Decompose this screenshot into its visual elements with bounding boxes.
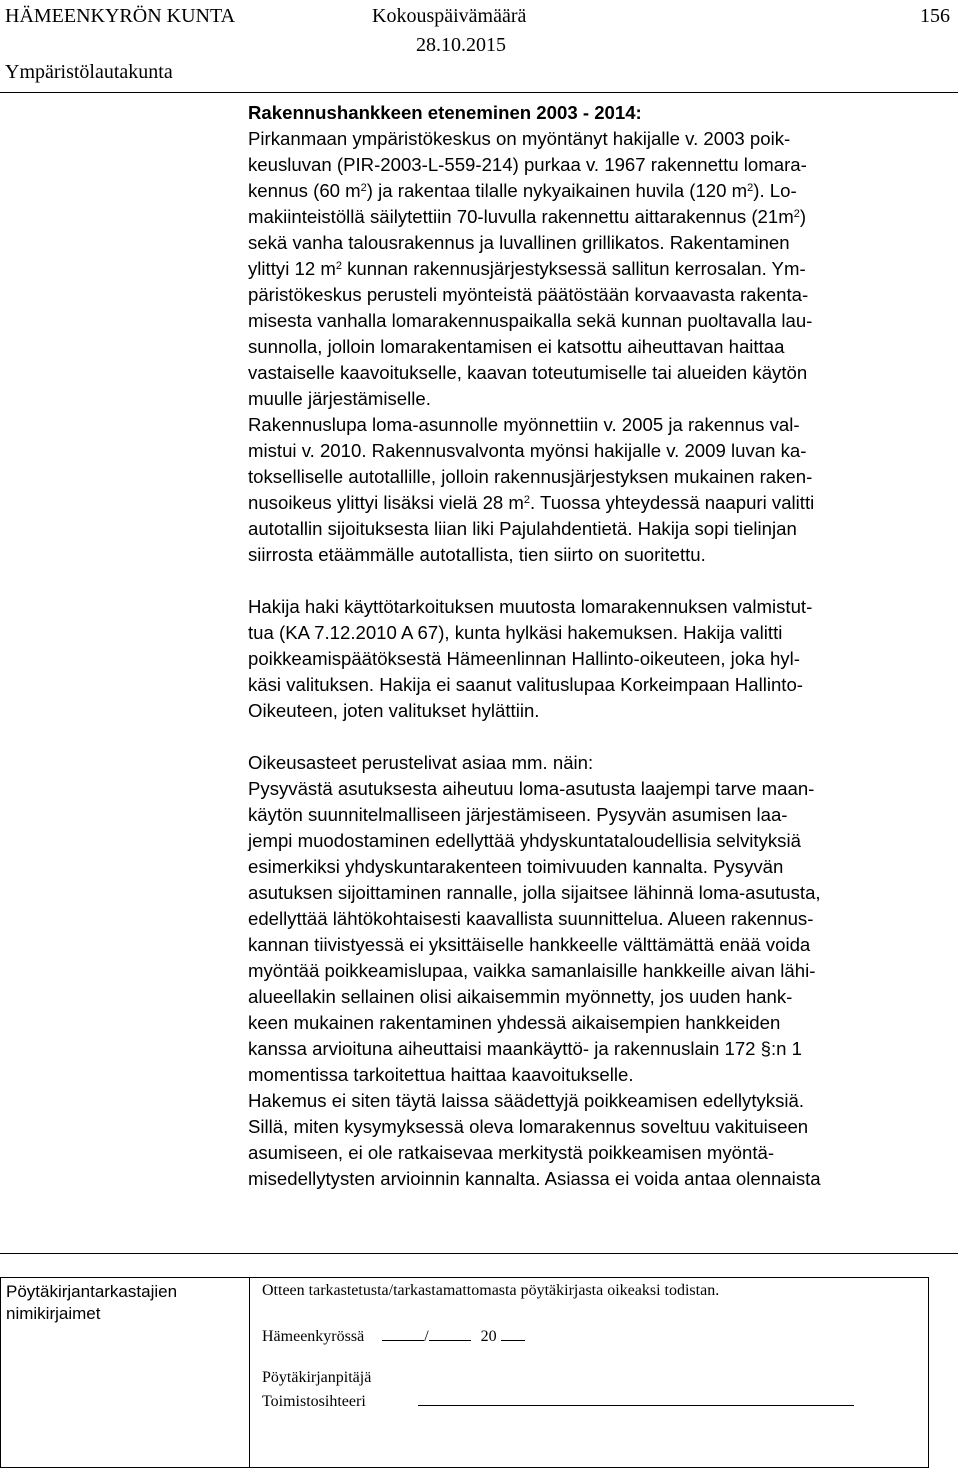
body-line: nusoikeus ylittyi lisäksi vielä 28 $m^2$. Tuossa yhteydessä naapuri valitti [248,492,815,513]
header-date-label: Kokouspäivämäärä [372,5,527,27]
body-line: makiinteistöllä säilytettiin 70-luvulla rakennettu aittarakennus $(21m^2)$ [248,206,807,227]
footer-day-blank [382,1326,424,1341]
body-line: misesta vanhalla lomarakennuspaikalla sekä kunnan puoltavalla lau- [248,310,813,331]
body-line: keusluvan (PIR-2003-L-559-214) purkaa v. 1967 rakennettu lomara- [248,154,807,175]
body-line: tua (KA 7.12.2010 A 67), kunta hylkäsi hakemuksen. Hakija valitti [248,622,783,643]
body-line: asutuksen sijoittaminen rannalle, jolla sijaitsee lähinnä loma-asutusta, [248,882,821,903]
body-line: päristökeskus perusteli myönteistä päätöstään korvaavasta rakenta- [248,284,809,305]
footer-signature-line [418,1391,854,1406]
body-line: keen mukainen rakentaminen yhdessä aikaisempien hankkeiden [248,1012,781,1033]
body-line: momentissa tarkoitettua haittaa kaavoitukselle. [248,1064,634,1085]
body-line: jempi muodostaminen edellyttää yhdyskuntataloudellisia selvityksiä [248,830,801,851]
body-line: muulle järjestämiselle. [248,388,431,409]
body-line: Oikeusasteet perustelivat asiaa mm. näin: [248,752,594,773]
body-line: tokselliselle autotallille, jolloin rakennusjärjestyksen mukainen raken- [248,466,813,487]
body-line: autotallin sijoituksesta liian liki Pajulahdentietä. Hakija sopi tielinjan [248,518,797,539]
footer-initials-label-2: nimikirjaimet [6,1304,101,1323]
body-line: misedellytysten arvioinnin kannalta. Asiassa ei voida antaa olennaista [248,1168,821,1189]
header-org: HÄMEENKYRÖN KUNTA [5,5,236,27]
body-line: Pirkanmaan ympäristökeskus on myöntänyt hakijalle v. 2003 poik- [248,128,791,149]
body-line: mistui v. 2010. Rakennusvalvonta myönsi hakijalle v. 2009 luvan ka- [248,440,807,461]
header-rule [0,92,958,93]
footer-date-sep: / [424,1328,429,1345]
body-line: asumiseen, ei ole ratkaisevaa merkitystä poikkeamisen myöntä- [248,1142,775,1163]
body-line: Hakemus ei siten täytä laissa säädettyjä poikkeamisen edellytyksiä. [248,1090,805,1111]
footer-keeper-row [262,1391,854,1411]
footer-keeper-role: Toimistosihteeri [262,1393,366,1410]
body-line: kannan tiivistyessä ei yksittäiselle hankkeelle välttämättä enää voida [248,934,811,955]
paragraph-gap [248,568,958,594]
footer-certify-text: Otteen tarkastetusta/tarkastamattomasta pöytäkirjasta oikeaksi todistan. [262,1282,720,1299]
body-line: Sillä, miten kysymyksessä oleva lomarakennus soveltuu vakituiseen [248,1116,809,1137]
footer-rule [0,1253,958,1254]
body-line: edellyttää lähtökohtaisesti kaavallista suunnittelua. Alueen rakennus- [248,908,814,929]
footer-month-blank [429,1326,471,1341]
body-line: kennus (60 $m^2$) ja rakentaa tilalle nykyaikainen huvila (120 $m^2$). Lo- [248,180,797,201]
section-heading: Rakennushankkeen eteneminen 2003 - 2014: [248,102,642,123]
footer-place-date [262,1326,525,1346]
footer-place: Hämeenkyrössä [262,1328,365,1345]
body-line: Rakennuslupa loma-asunnolle myönnettiin v. 2005 ja rakennus val- [248,414,800,435]
body-line: sekä vanha talousrakennus ja luvallinen grillikatos. Rakentaminen [248,232,790,253]
header-board: Ympäristölautakunta [5,61,173,83]
header-page-number: 156 [920,5,950,27]
body-line: Pysyvästä asutuksesta aiheutuu loma-asutusta laajempi tarve maan- [248,778,815,799]
body-line: kanssa arvioituna aiheuttaisi maankäyttö- ja rakennuslain 172 §:n 1 [248,1038,803,1059]
body-line: esimerkiksi yhdyskuntarakenteen toimivuuden kannalta. Pysyvän [248,856,784,877]
body-line: poikkeamispäätöksestä Hämeenlinnan Hallinto-oikeuteen, joka hyl- [248,648,800,669]
body-line: sunnolla, jolloin lomarakentamisen ei katsottu aiheuttavan haittaa [248,336,785,357]
body-line: siirrosta etäämmälle autotallista, tien siirto on suoritettu. [248,544,706,565]
footer-keeper-title: Pöytäkirjanpitäjä [262,1369,372,1386]
paragraph-gap [248,724,958,750]
body-line: ylittyi 12 $m^2$ kunnan rakennusjärjestyksessä sallitun kerrosalan. Ym- [248,258,806,279]
footer-year-prefix: 20 [480,1328,497,1345]
body-line: käsi valituksen. Hakija ei saanut valituslupaa Korkeimpaan Hallinto- [248,674,803,695]
footer-initials-box [0,1277,250,1468]
body-line: alueellakin sellainen olisi aikaisemmin myönnetty, jos uuden hank- [248,986,793,1007]
body-line: myöntää poikkeamislupaa, vaikka samanlaisille hankkeille aivan lähi- [248,960,816,981]
footer-certify-box [249,1277,929,1468]
footer-initials-label-1: Pöytäkirjantarkastajien [6,1282,178,1301]
body-line: Oikeuteen, joten valitukset hylättiin. [248,700,540,721]
body-line: käytön suunnitelmalliseen järjestämiseen. Pysyvän asumisen laa- [248,804,788,825]
document-body [248,100,958,1192]
body-line: vastaiselle kaavoitukselle, kaavan toteutumiselle tai alueiden käytön [248,362,808,383]
body-line: Hakija haki käyttötarkoituksen muutosta lomarakennuksen valmistut- [248,596,813,617]
footer-year-blank [501,1326,525,1341]
header-date: 28.10.2015 [416,34,506,56]
